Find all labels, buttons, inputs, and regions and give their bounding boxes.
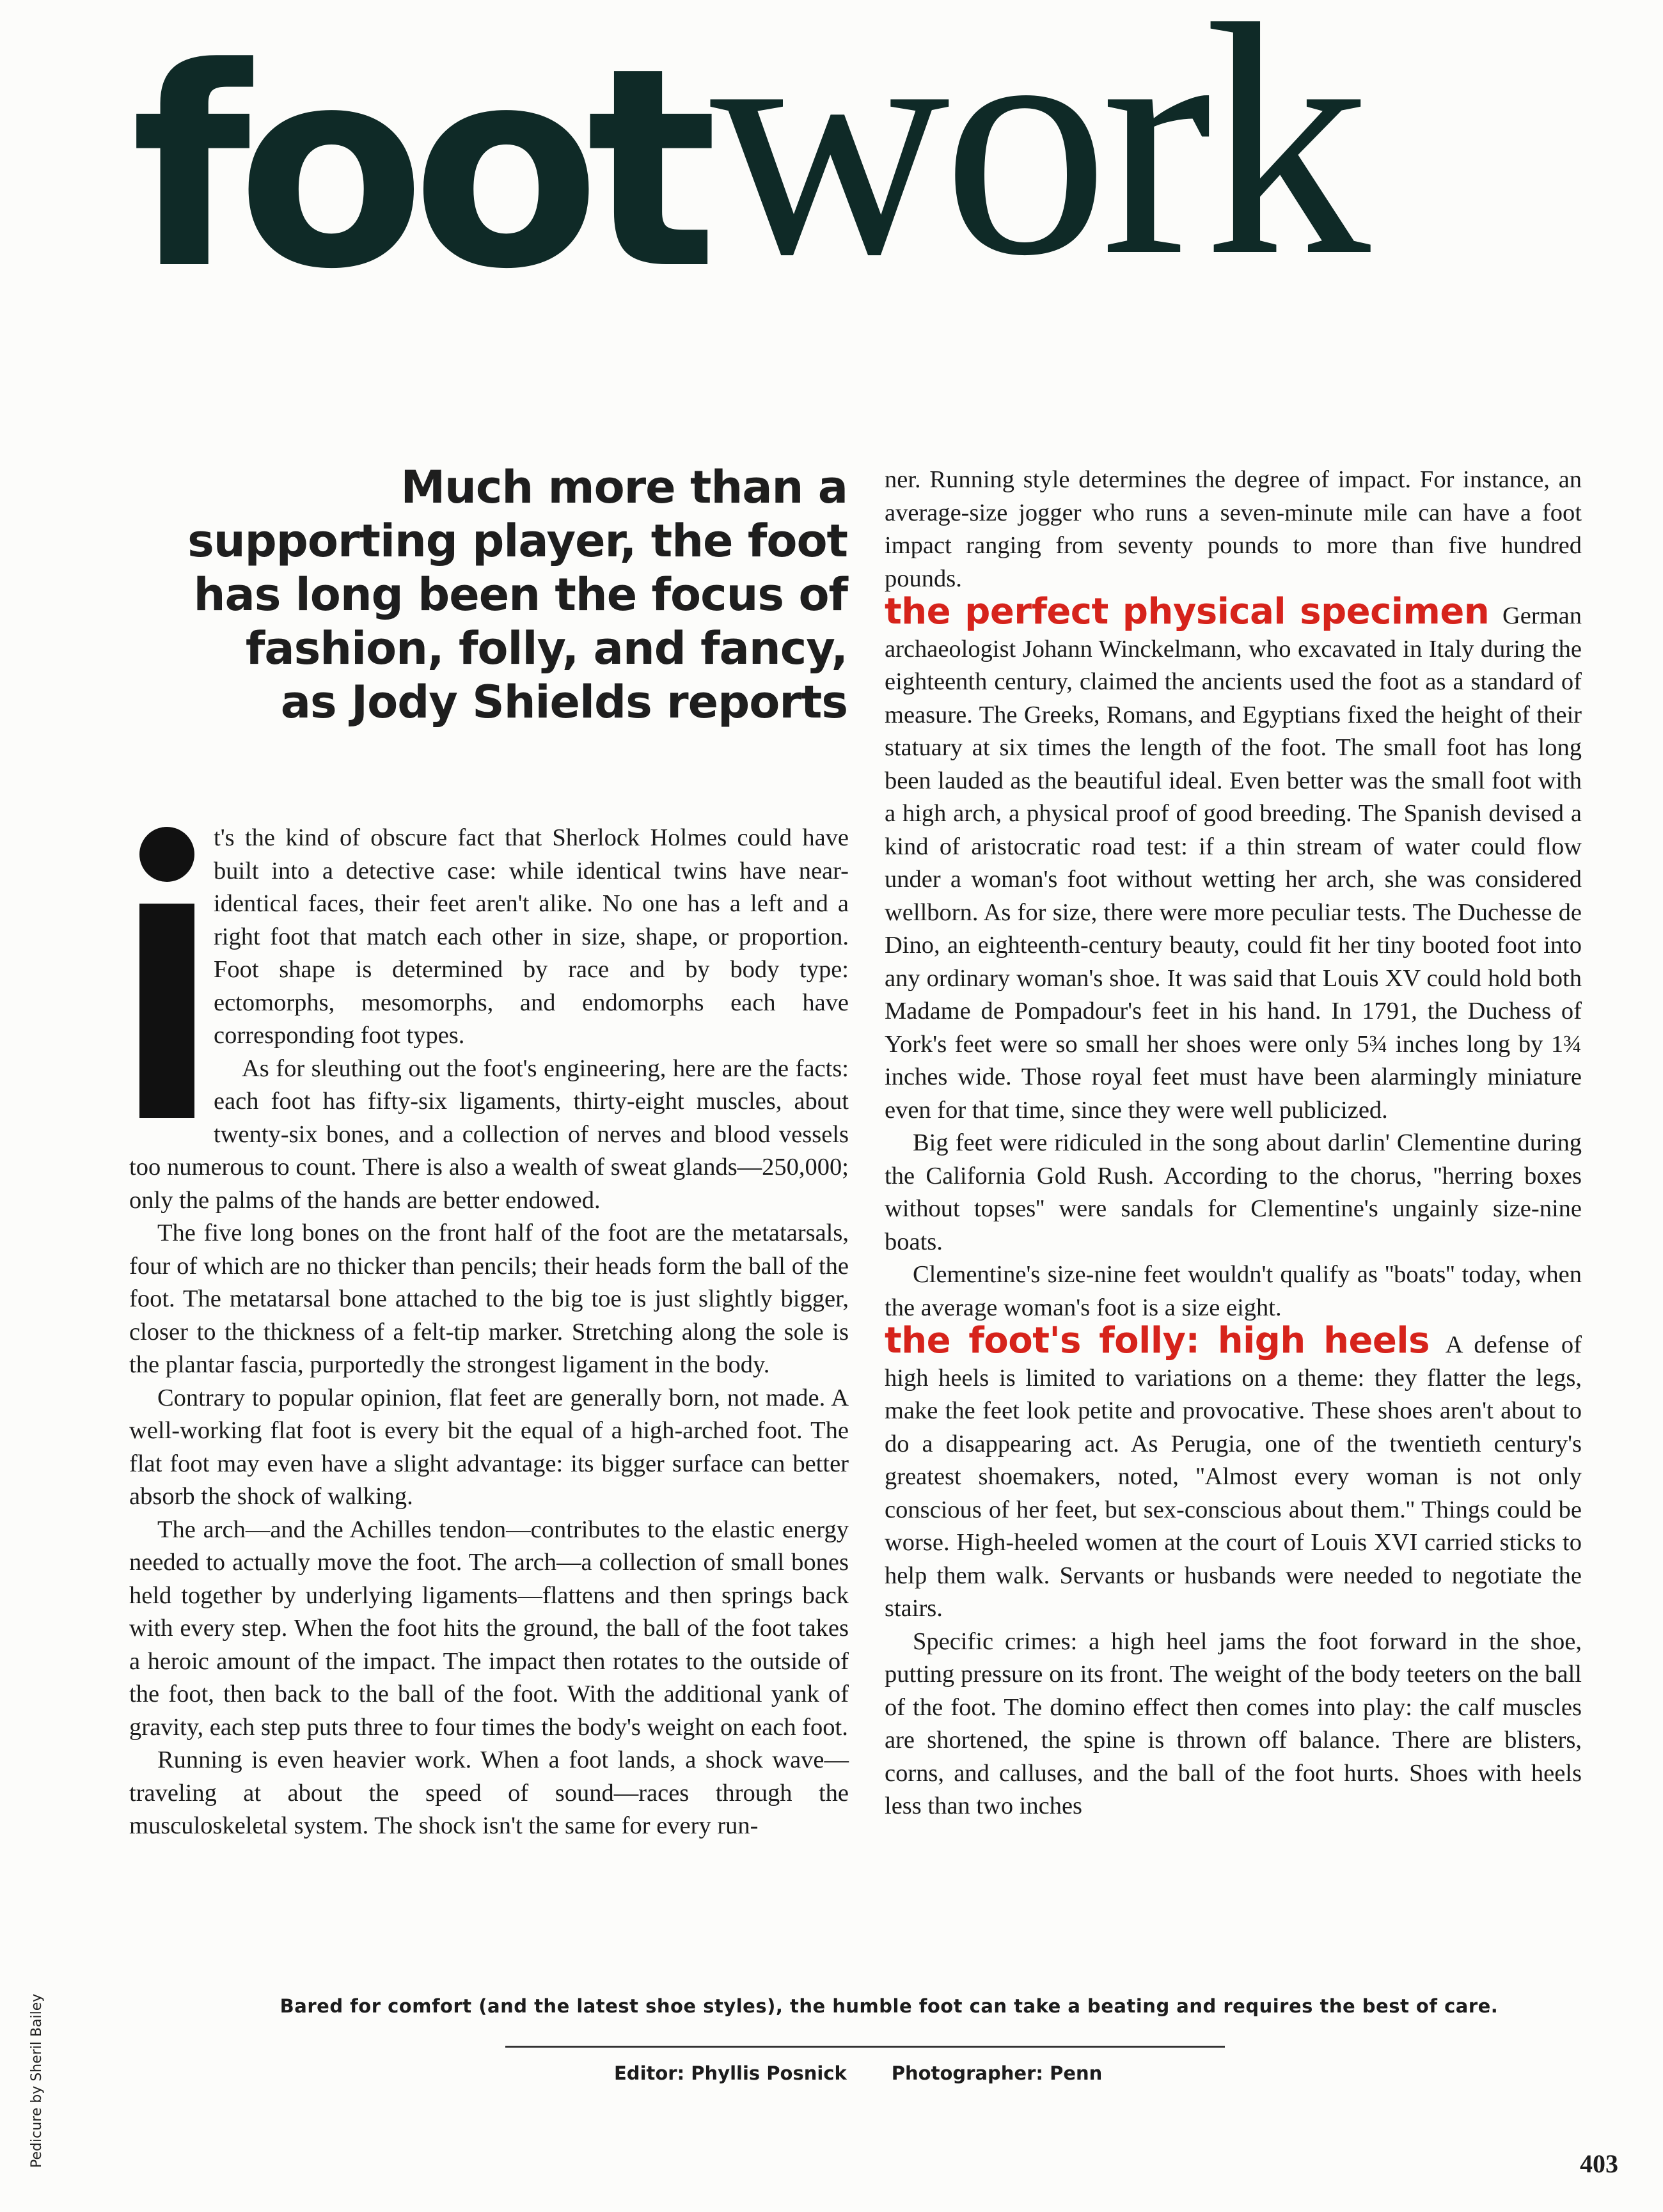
drop-cap [136, 827, 202, 1121]
drop-cap-stem [139, 904, 194, 1118]
deck-line: fashion, folly, and fancy, [245, 622, 847, 675]
credits [614, 2062, 1102, 2084]
deck-line: Much more than a [400, 461, 847, 514]
page-title [131, 0, 1538, 333]
title-foot: foot [131, 10, 704, 329]
body-paragraph: Contrary to popular opinion, flat feet are generally born, not made. A well-working flat foot is every bit the equal of a high-arched foot. The flat foot may even have a slight advantage: its bigger surface can better absorb the shock of walking. [129, 1384, 849, 1510]
right-column [885, 464, 1582, 1823]
deck-line: supporting player, the foot [187, 515, 847, 567]
editor-credit: Editor: Phyllis Posnick [614, 2062, 847, 2084]
photographer-credit: Photographer: Penn [891, 2062, 1103, 2084]
section-lead: A defense of high heels is limited to variations on a theme: they flatter the legs, make the feet look petite and provocative. These shoes aren't about to do a disappearing act. As Perugia, one of the twentieth century's greatest shoemakers, noted, ''Almost every woman is not only conscious of her feet, but sex-conscious about them.'' Things could be worse. High-heeled women at the court of Louis XVI carried sticks to help them walk. Servants or husbands were needed to negotiate the stairs. [885, 1331, 1582, 1622]
photo-caption: Bared for comfort (and the latest shoe styles), the humble foot can take a beating and requires the best of care. [280, 1995, 1499, 2017]
section-perfect-specimen [885, 591, 1582, 1127]
body-paragraph: Big feet were ridiculed in the song about darlin' Clementine during the California Gold Rush. According to the chorus, ''herring boxes without topses'' were sandals for Clementine's ungainly size-nine boats. [885, 1129, 1582, 1255]
body-paragraph: The arch—and the Achilles tendon—contributes to the elastic energy needed to actually move the foot. The arch—a collection of small bones held together by underlying ligaments—flattens and then springs back with every step. When the foot hits the ground, the ball of the foot takes a heroic amount of the impact. The impact then rotates to the outside of the foot, then back to the ball of the foot. With the additional yank of gravity, each step puts three to four times the body's weight on each foot. [129, 1516, 849, 1741]
deck [128, 460, 847, 729]
left-column [129, 822, 849, 1843]
deck-line: as Jody Shields reports [280, 676, 847, 728]
section-high-heels [885, 1320, 1582, 1626]
drop-cap-dot [139, 827, 194, 882]
body-paragraph: As for sleuthing out the foot's engineering, here are the facts: each foot has fifty-six ligaments, thirty-eight muscles, about twenty-six bones, and a collection of nerves and blood vessels too numerous to count. There is also a wealth of sweat glands—250,000; only the palms of the hands are better endowed. [129, 1055, 849, 1214]
section-lead: German archaeologist Johann Winckelmann, who excavated in Italy during the eighteenth century, claimed the ancients used the foot as a standard of measure. The Greeks, Romans, and Egyptians fixed the height of their statuary at six times the length of the foot. The small foot has long been lauded as the beautiful ideal. Even better was the small foot with a high arch, a physical proof of good breeding. The Spanish devised a kind of aristocratic road test: if a thin stream of water could flow under a woman's foot without wetting her arch, she was considered wellborn. As for size, there were more peculiar tests. The Duchesse de Dino, an eighteenth-century beauty, could fit her tiny booted foot into any ordinary woman's shoe. It was said that Louis XV could hold both Madame de Pompadour's feet in his hand. In 1791, the Duchess of York's feet were so small her shoes were only 5¾ inches long by 1¾ inches wide. Those royal feet must have been alarmingly miniature even for that time, since they were well publicized. [885, 602, 1582, 1124]
body-paragraph: Running is even heavier work. When a foot lands, a shock wave—traveling at about the speed of sound—races through the musculoskeletal system. The shock isn't the same for every run- [129, 1746, 849, 1839]
section-heading: the foot's folly: high heels [885, 1320, 1430, 1361]
body-paragraph: The five long bones on the front half of the foot are the metatarsals, four of which are no thicker than pencils; their heads form the ball of the foot. The metatarsal bone attached to the big toe is just slightly bigger, closer to the thickness of a felt-tip marker. Stretching along the sole is the plantar fascia, purportedly the strongest ligament in the body. [129, 1220, 849, 1378]
body-paragraph: Specific crimes: a high heel jams the foot forward in the shoe, putting pressure on its front. The weight of the body teeters on the ball of the foot. The domino effect then comes into play: the calf muscles are shortened, the spine is thrown off balance. There are blisters, corns, and calluses, and the ball of the foot hurts. Shoes with heels less than two inches [885, 1628, 1582, 1819]
deck-line: has long been the focus of [193, 569, 847, 621]
body-paragraph: ner. Running style determines the degree of impact. For instance, an average-size jogger who runs a seven-minute mile can have a foot impact ranging from seventy pounds to more than five hundred pounds. [885, 466, 1582, 592]
divider [505, 2046, 1225, 2048]
body-paragraph: t's the kind of obscure fact that Sherlock Holmes could have built into a detective case: while identical twins have near-identical faces, their feet aren't alike. No one has a left and a right foot that match each other in size, shape, or proportion. Foot shape is determined by race and by body type: ectomorphs, mesomorphs, and endomorphs each have corresponding foot types. [214, 824, 849, 1049]
title-work: work [710, 0, 1363, 324]
section-heading: the perfect physical specimen [885, 591, 1490, 632]
photo-credit: Pedicure by Sheril Bailey [29, 1993, 45, 2168]
body-paragraph: Clementine's size-nine feet wouldn't qualify as ''boats'' today, when the average woman's foot is a size eight. [885, 1261, 1582, 1321]
page-number: 403 [1580, 2149, 1618, 2178]
